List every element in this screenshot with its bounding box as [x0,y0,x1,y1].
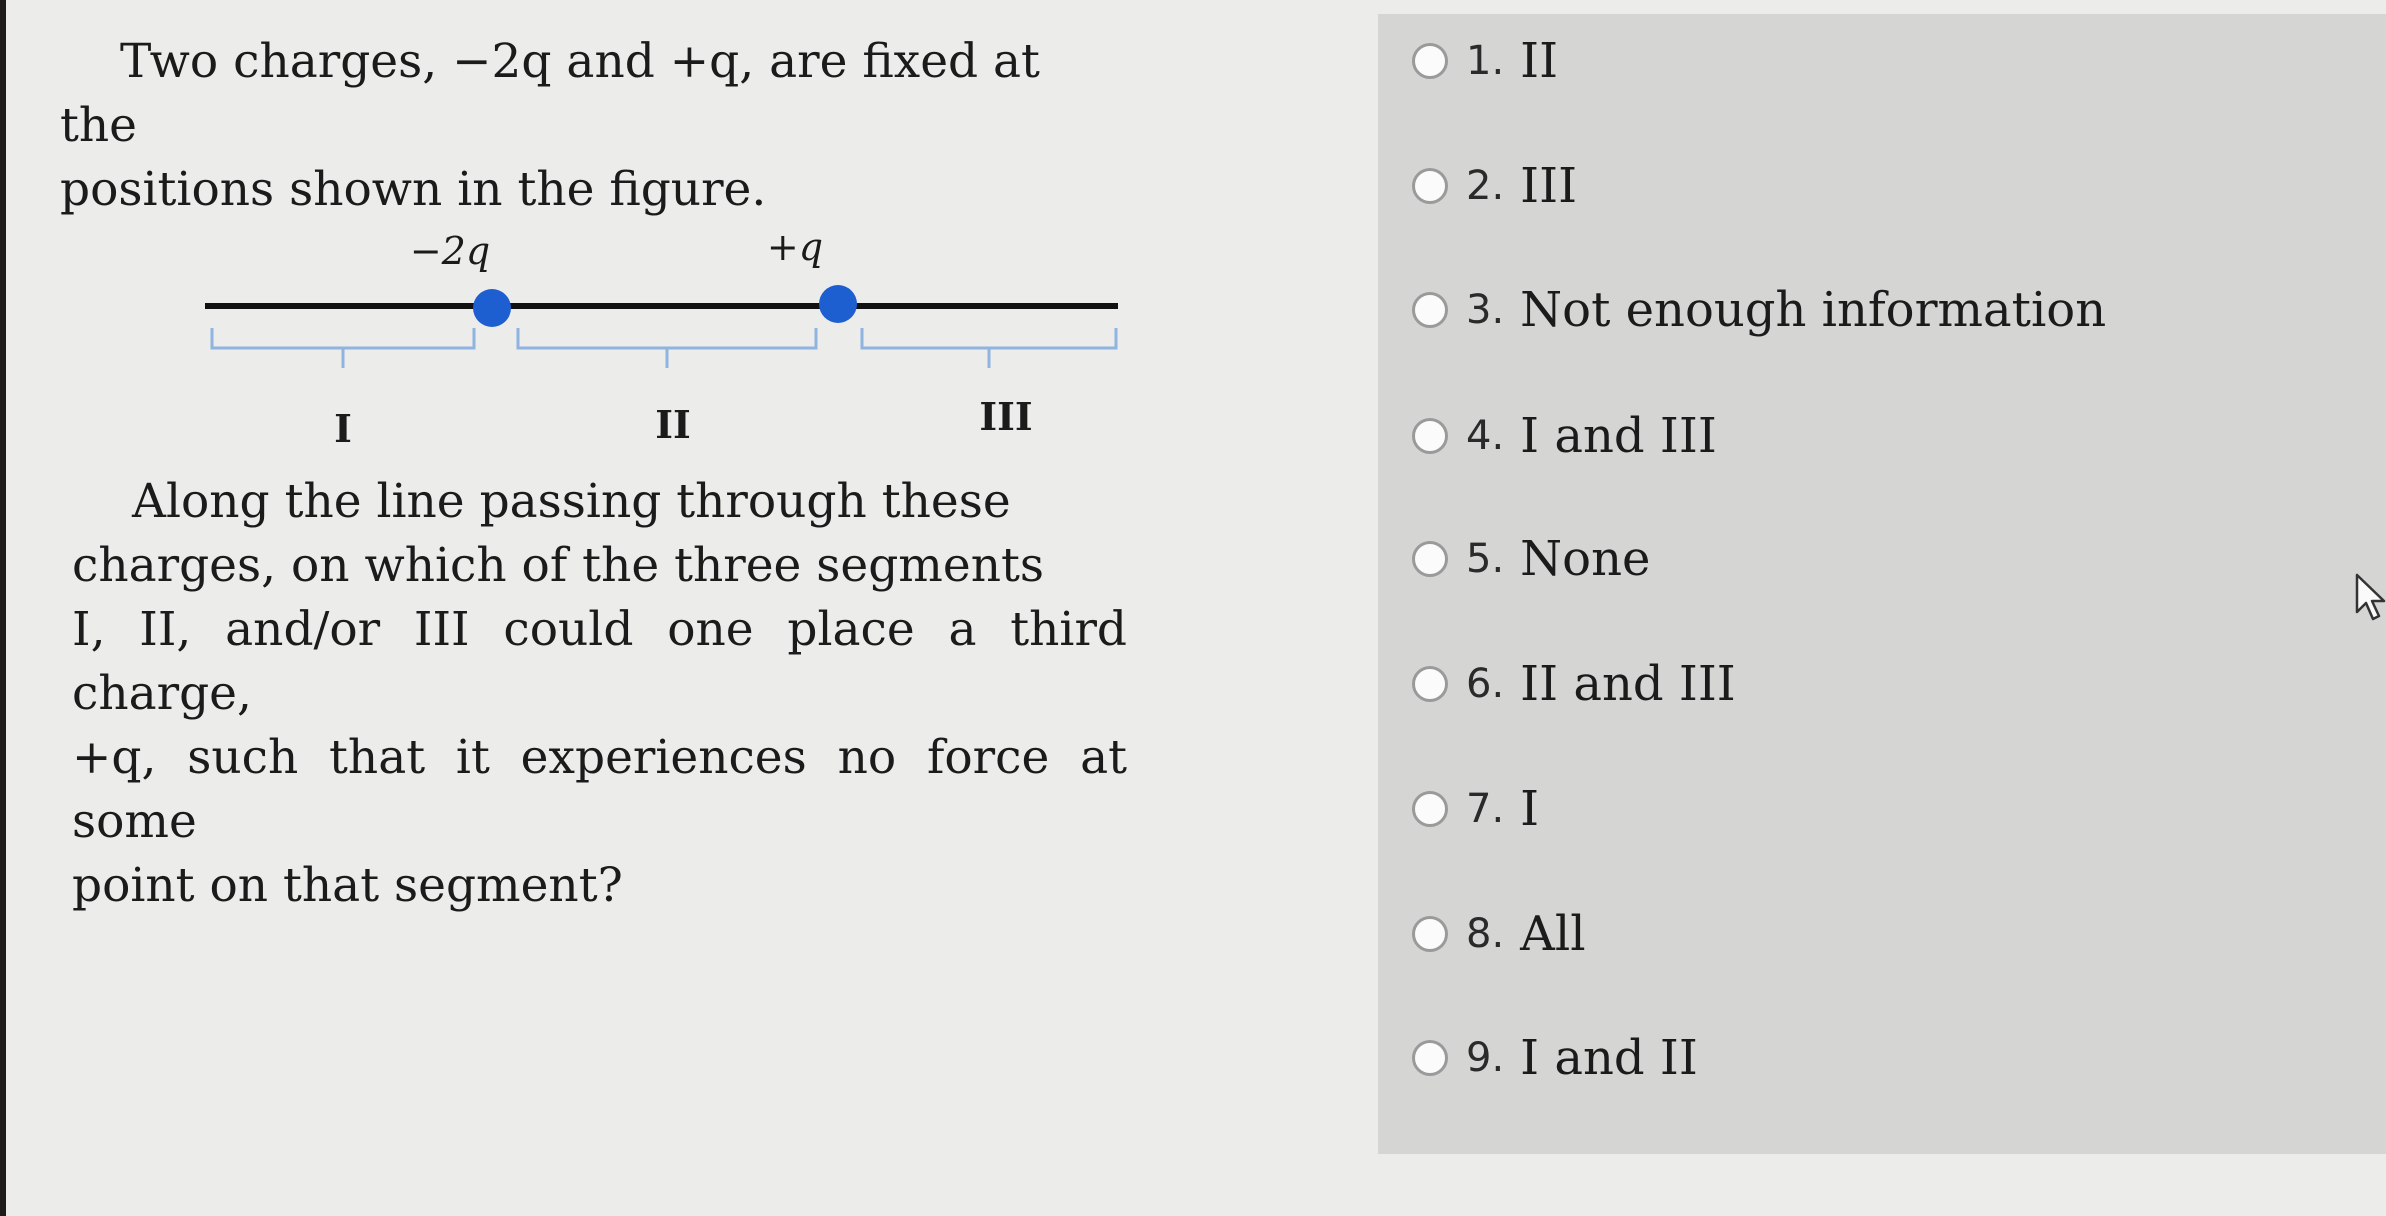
choice-number: 1. [1466,38,1505,84]
choice-text: I and II [1520,1030,1698,1086]
radio-button-icon[interactable] [1412,292,1448,328]
choice-number: 7. [1466,786,1505,832]
question-panel [60,30,1130,913]
arrow-cursor-icon [2354,572,2386,624]
choice-text: Not enough information [1520,282,2107,338]
question-intro [60,30,1130,222]
answer-choice-4[interactable] [1412,406,1717,466]
charge-figure [150,220,1150,460]
radio-button-icon[interactable] [1412,168,1448,204]
choice-number: 9. [1466,1035,1505,1081]
intro-line-2: positions shown in the figure. [60,162,767,217]
charge-left-label: −2q [409,229,491,273]
answer-choice-2[interactable] [1412,156,1577,216]
radio-button-icon[interactable] [1412,1040,1448,1076]
radio-button-icon[interactable] [1412,541,1448,577]
segment-3-label: III [979,394,1033,439]
intro-line-1: Two charges, −2q and +q, are fixed at the [60,34,1040,153]
answer-choice-7[interactable] [1412,779,1539,839]
choice-text: II and III [1520,656,1736,712]
prompt-line-2: charges, on which of the three segments [72,538,1044,593]
radio-button-icon[interactable] [1412,666,1448,702]
segment-1-label: I [334,406,352,451]
answer-choice-8[interactable] [1412,904,1586,964]
radio-button-icon[interactable] [1412,791,1448,827]
choice-number: 4. [1466,413,1505,459]
answer-choice-6[interactable] [1412,654,1736,714]
segment-2-label: II [655,402,691,447]
choice-number: 8. [1466,911,1505,957]
answer-choice-3[interactable] [1412,280,2106,340]
charge-right-label: +q [766,225,824,269]
prompt-line-5: point on that segment? [72,858,623,913]
answer-choice-9[interactable] [1412,1028,1698,1088]
prompt-line-1: Along the line passing through these [132,474,1011,529]
segment-3-bracket [862,328,1116,368]
radio-button-icon[interactable] [1412,43,1448,79]
choice-text: I and III [1520,408,1717,464]
radio-button-icon[interactable] [1412,418,1448,454]
choice-number: 3. [1466,287,1505,333]
choice-text: III [1520,158,1578,214]
segment-1-bracket [212,328,474,368]
question-prompt [72,470,1127,918]
choice-number: 5. [1466,536,1505,582]
screen [6,0,2386,1216]
radio-button-icon[interactable] [1412,916,1448,952]
charge-right-dot [819,285,857,323]
prompt-line-3: I, II, and/or III could one place a third charge, [72,602,1127,721]
answer-choice-1[interactable] [1412,31,1558,91]
choice-text: None [1520,531,1651,587]
choice-number: 6. [1466,661,1505,707]
answer-choices-panel [1378,14,2386,1154]
prompt-line-4: +q, such that it experiences no force at some [72,730,1127,849]
choice-text: II [1520,33,1559,89]
choice-text: I [1520,781,1540,837]
charge-left-dot [473,289,511,327]
segment-2-bracket [518,328,816,368]
choice-number: 2. [1466,163,1505,209]
choice-text: All [1520,906,1586,962]
answer-choice-5[interactable] [1412,529,1650,589]
